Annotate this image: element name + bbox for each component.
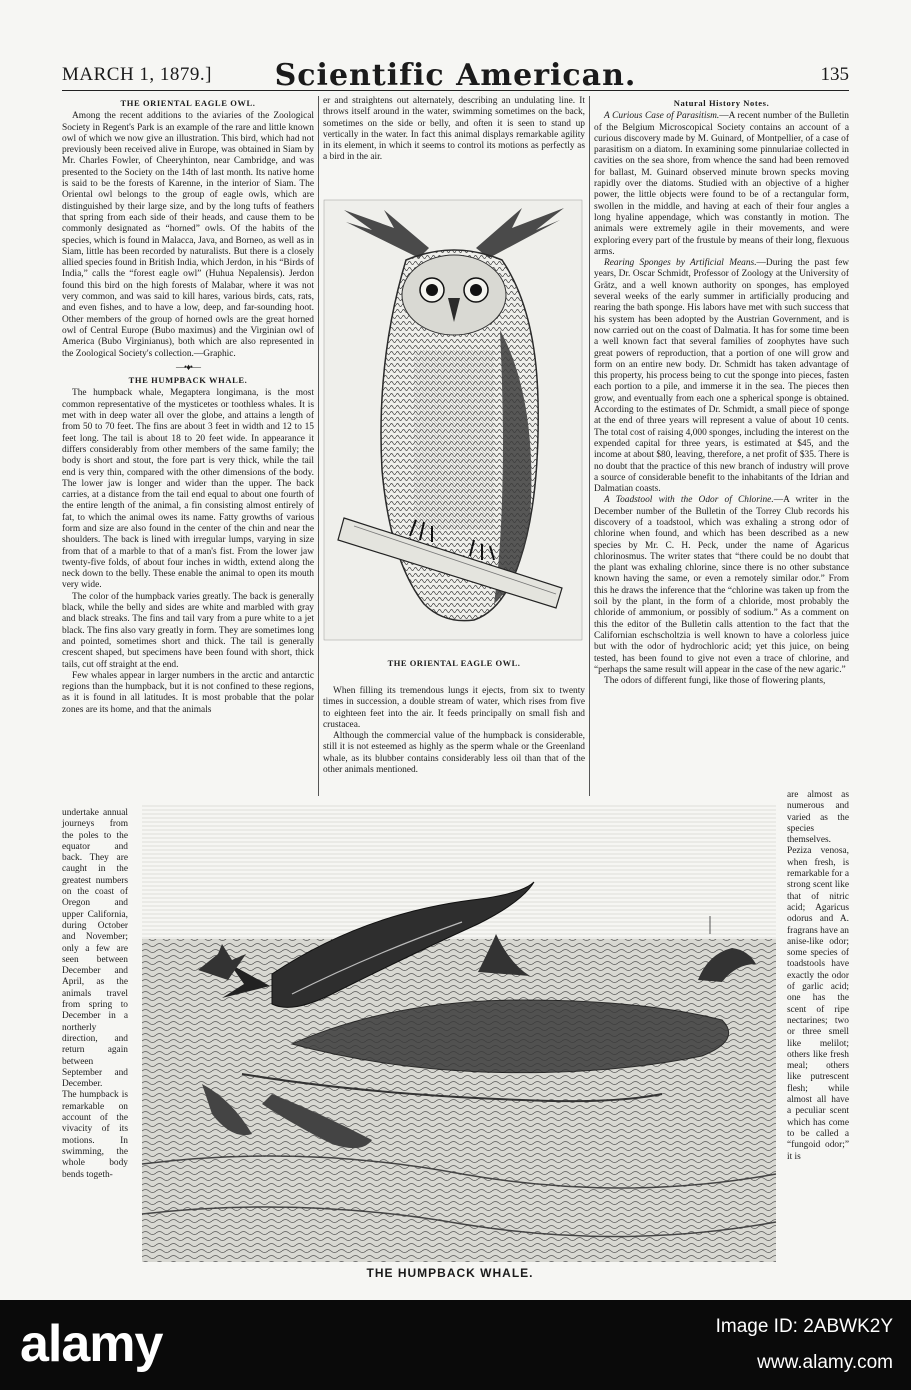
issue-date: MARCH 1, 1879.]: [62, 64, 213, 85]
whale-value-text: Although the commercial value of the humpback is considerable, still it is not esteemed as highly as the sperm whale or the Greenland whale, as its blubber contains considerably less oil than that of the other animals mentioned.: [323, 731, 585, 776]
facial-disc: [402, 255, 506, 335]
parasitism-text: —A recent number of the Bulletin of the Belgium Microscopical Society contains an account of a curious discovery made by M. Guinard, of Montpellier, of a case of parasitism on a diatom. In examining some pinnulariae collected in cavities on the sea shore, from whence the sand had been removed for ballast, M. Guinard observed minute brown specks moving rapidly over the diatoms. Studied with an objective of a higher power, the little objects were found to be of a rectangular form, swollen in the middle, and having at each of their four angles a long hyaline appendage, which was constantly in motion. The animals were extremely agile in their movements, and were exploring every part of the frustule by means of their long, flexuous arms.: [594, 111, 849, 257]
sponges-title: Rearing Sponges by Artificial Means.: [604, 258, 757, 269]
column-rule-2: [589, 96, 590, 796]
whale-continued-text: er and straightens out alternately, describing an undulating line. It throws itself around in the water, swimming sometimes on the back, sometimes on the side or belly, and often it is seen to stand up vertically in the water. In fact this animal displays remarkable agility in its element, in which it seems to control its motions as perfectly as a bird in the air.: [323, 96, 585, 163]
swimming-text: The humpback is remarkable on account of the vivacity of its motions. In swimming, the whole body bends togeth-: [62, 1090, 128, 1180]
toadstool-note: [594, 495, 849, 676]
page-number: 135: [820, 64, 849, 85]
parasitism-title: A Curious Case of Parasitism.: [604, 111, 720, 122]
owl-illustration: [324, 200, 582, 640]
fungoid-odor-text: are almost as numerous and varied as the species themselves. Peziza venosa, when fresh, is remarkable for a strong scent like that of nitric acid; Agaricus odorus and A. fragrans have an anise-like odor; some species of toadstools have exactly the odor of garlic acid; one has the scent of ripe nectarines; two or three smell like melilot; others like fresh meal; others like putrescent flesh; while almost all have a peculiar scent which has come to be called a “fungoid odor;” it is: [787, 790, 849, 1162]
whale-article-text-1: The humpback whale, Megaptera longimana, is the most common representative of the mysticetes or toothless whales. It is met with in deep water all over the globe, and attains a length of from 50 to 70 feet. The fins are about 3 feet in width and 12 to 15 feet long. The tail is about 18 to 20 feet wide. In appearance it differs considerably from other members of the same family; the body is short and stout, the fore part is very thick, while the tail end is very thin, compared with the other dimensions of the body. The lower jaw is longer and wider than the upper. The back carries, at a distance from the tail end equal to about one fourth of the entire length of the animal, a fin consisting almost entirely of fat, to which the animal owes its name. Fatty growths of various form and size are also found in the center of the chin and near the shoulders. The back is lined with irregular lumps, varying in size from that of a marble to that of a man's fist. From the lower jaw twenty-five folds, of about four inches in width, extend along the neck down to the belly. These enable the animal to open its mouth very wide.: [62, 388, 314, 591]
column-wrap-left: [62, 808, 128, 1181]
whale-article-heading: THE HUMPBACK WHALE.: [128, 375, 248, 386]
masthead: Scientific American.: [274, 58, 637, 93]
stock-photo-bar: [0, 1300, 911, 1390]
sponges-text: —During the past few years, Dr. Oscar Schmidt, Professor of Zoology at the University of Grätz, and a well known authority on sponges, has employed several weeks of the early summer in artificially producing and rearing the bath sponge. His labors have met with such success that his system has been adopted by the Austrian Government, and is now carried out on the coast of Dalmatia. It has for some time been a well known fact that several families of zoophytes have such great powers of reproduction, that a portion of one will grow and form on an entire new body. Dr. Schmidt has taken advantage of this property, his process being to cut the sponge into pieces, fasten each portion to a pile, and immerse it in the sea. The pieces then grow, and eventually from each one a spherical sponge is obtained. According to the estimates of Dr. Schmidt, a small piece of sponge at the end of three years will represent a value of about 10 cents. The total cost of raising 4,000 sponges, including the interest on the expended capital for three years, is estimated at $45, and the income at about $80, leaving, therefore, a net profit of $35. There is no doubt that the practice of this new branch of industry will prove a source of considerable benefit to the inhabitants of the Idrian and Dalmatian coasts.: [594, 258, 850, 495]
section-ornament: —•♦•—: [176, 361, 200, 372]
migration-text: undertake annual journeys from the poles to the equator and back. They are caught in the greatest numbers on the coast of Oregon and upper California, during October and November; only a few are seen between December and April, as the animals travel from spring to December in a northerly direction, and return again between September and December.: [62, 808, 128, 1090]
page-header: [62, 58, 849, 91]
column-middle-bottom: [323, 686, 585, 798]
natural-history-heading: Natural History Notes.: [673, 98, 770, 108]
column-left: [62, 96, 314, 808]
toadstool-text: —A writer in the December number of the Bulletin of the Torrey Club records his discovery of a toadstool, which was exhaling a strong odor of chlorine when found, and which has been described as a new species by Mr. C. H. Peck, under the name of Agaricus chlorinosmus. The writer states that “there could be no doubt that the plant was exhaling chlorine, since there is no other substance known having the same, or even a remotely similar odor.” From this he draws the inference that the “chlorine was taken up from the soil by the plant, in the form of a chloride, most probably the chloride of ammonium, or possibly of sodium.” As a comment on this the editor of the Bulletin calls attention to the fact that the Californian eschscholtzia is well known to have a colorless juice but with the odor of hydrochloric acid; yet this juice, on being tested, has been found to give not even a trace of chlorine, and “perhaps the same result will appear in the case of the new agaric.”: [594, 495, 849, 675]
column-middle-top: [323, 96, 585, 163]
toadstool-title: A Toadstool with the Odor of Chlorine.: [604, 495, 774, 506]
sponges-note: [594, 258, 849, 495]
column-right: [594, 96, 849, 790]
parasitism-note: [594, 111, 849, 258]
stock-logo: alamy: [20, 1315, 163, 1373]
whale-article-text-3: Few whales appear in larger numbers in the arctic and antarctic regions than the humpback, but it is not confined to these regions, as it is found in all latitudes. It is most probable that the polar zones are its home, and that the animals: [62, 670, 314, 715]
column-rule-1: [318, 96, 319, 796]
whale-spout-text: When filling its tremendous lungs it ejects, from six to twenty times in succession, a double stream of water, which rises from five to eighteen feet into the air. It feeds principally on small fish and crustacea.: [323, 686, 585, 730]
image-id: Image ID: 2ABWK2Y: [715, 1316, 893, 1337]
whale-article-text-2: The color of the humpback varies greatly. The back is generally black, while the belly and sides are white and marbled with gray and black streaks. The fins and tail vary from a pure white to a jet black. The fins also vary greatly in form. They are sometimes long and pointed, sometimes short and thick. The tail is generally crescent shaped, but specimens have been found with short, thick tails, cut off straight at the end.: [62, 591, 314, 670]
column-wrap-right: [787, 790, 849, 1163]
stock-url: www.alamy.com: [757, 1352, 893, 1373]
owl-article-heading: THE ORIENTAL EAGLE OWL.: [120, 98, 256, 108]
whale-caption: THE HUMPBACK WHALE.: [366, 1266, 534, 1280]
humpback-whale-illustration: [142, 804, 776, 1262]
fungi-odors-text: The odors of different fungi, like those of flowering plants,: [604, 676, 826, 687]
owl-caption: THE ORIENTAL EAGLE OWL.: [387, 658, 521, 668]
owl-article-text: Among the recent additions to the aviaries of the Zoological Society in Regent's Park is an example of the rare and little known owl of which we now give an illustration. This bird, which had not previously been received alive in Europe, was obtained in Siam by Mr. Charles Fowler, of Cheeryhinton, near Cambridge, and was presented to the Society on the 14th of last month. Its native home is said to be the forests of Karenne, in the interior of Siam. The Oriental owl belongs to the group of eagle owls, which are distinguished by their large size, and by the long tufts of feathers that spring from each side of their heads, and cause them to be commonly designated as “horned” owls. Of the habits of the species, which is found in Malacca, Java, and Borneo, as well as in Siam, little has been recorded by naturalists. But there is a closely allied species found in British India, which Jerdon, in his “Birds of India,” calls the “forest eagle owl” (Huhua Nepalensis). Jerdon found this bird on the high forests of Malabar, where it was not very common, and was said to kill hares, various birds, cats, rats, and even fishes, and to have a low, deep, and far-sounding hoot. Other members of the group of horned owls are the great horned owl of Central Europe (Bubo maximus) and the Virginian owl of America (Bubo Virginianus), both which are also represented in the Zoological Society's collection.—Graphic.: [62, 111, 314, 359]
